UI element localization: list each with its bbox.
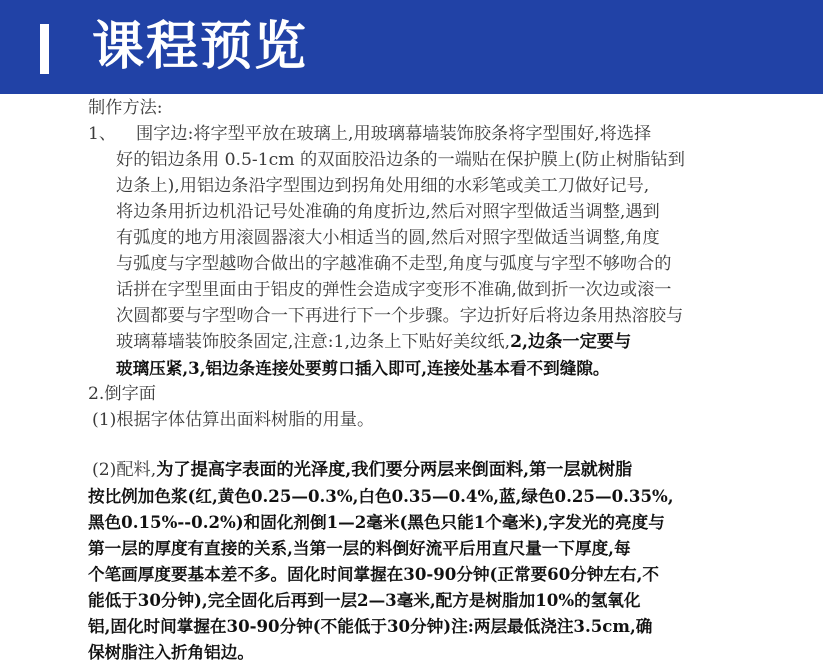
paragraph-line: 次圆都要与字型吻合一下再进行下一个步骤。字边折好后将边条用热溶胶与 xyxy=(116,306,684,326)
bold-text: 为了提高字表面的光泽度,我们要分两层来倒面料,第一层就树脂 xyxy=(156,460,633,480)
paragraph-line: 有弧度的地方用滚圆器滚大小相适当的圆,然后对照字型做适当调整,角度 xyxy=(116,228,660,248)
document-body xyxy=(0,94,823,669)
paragraph-line-bold: 个笔画厚度要基本差不多。固化时间掌握在30-90分钟(正常要60分钟左右,不 xyxy=(88,564,660,584)
sub-item: (1)根据字体估算出面料树脂的用量。 xyxy=(92,410,375,430)
paragraph-line: 将边条用折边机沿记号处准确的角度折边,然后对照字型做适当调整,遇到 xyxy=(116,202,660,222)
section-heading: 制作方法: xyxy=(88,98,163,118)
header-accent-bar xyxy=(40,24,49,74)
paragraph-line-bold: 保树脂注入折角铝边。 xyxy=(88,642,254,662)
item-number: 1、 xyxy=(88,124,117,144)
paragraph-line xyxy=(92,458,632,482)
paragraph-line-bold: 能低于30分钟),完全固化后再到一层2—3毫米,配方是树脂加10%的氢氧化 xyxy=(88,590,641,610)
paragraph-line: 话拼在字型里面由于铝皮的弹性会造成字变形不准确,做到折一次边或滚一 xyxy=(116,280,672,300)
plain-text: (2)配料, xyxy=(92,460,157,480)
page-title: 课程预览 xyxy=(92,17,309,77)
paragraph-line xyxy=(116,330,631,354)
paragraph-line-bold: 铝,固化时间掌握在30-90分钟(不能低于30分钟)注:两层最低浇注3.5cm,确 xyxy=(88,616,653,636)
paragraph-line: 好的铝边条用 0.5-1cm 的双面胶沿边条的一端贴在保护膜上(防止树脂钻到 xyxy=(116,150,685,170)
paragraph-line-bold: 按比例加色浆(红,黄色0.25—0.3%,白色0.35—0.4%,蓝,绿色0.25—0.35%, xyxy=(88,486,674,506)
paragraph-line-bold: 玻璃压紧,3,铝边条连接处要剪口插入即可,连接处基本看不到缝隙。 xyxy=(116,358,610,378)
plain-text: 玻璃幕墙装饰胶条固定,注意:1,边条上下贴好美纹纸, xyxy=(116,332,511,352)
bold-text: 2,边条一定要与 xyxy=(510,332,632,352)
paragraph-line: 边条上),用铝边条沿字型围边到拐角处用细的水彩笔或美工刀做好记号, xyxy=(116,176,650,196)
header-banner xyxy=(0,0,823,94)
paragraph-line: 围字边:将字型平放在玻璃上,用玻璃幕墙装饰胶条将字型围好,将选择 xyxy=(136,124,652,144)
paragraph-line-bold: 第一层的厚度有直接的关系,当第一层的料倒好流平后用直尺量一下厚度,每 xyxy=(88,538,631,558)
paragraph-line-bold: 黑色0.15%--0.2%)和固化剂倒1—2毫米(黑色只能1个毫米),字发光的亮度与 xyxy=(88,512,665,532)
paragraph-line: 与弧度与字型越吻合做出的字越准确不走型,角度与弧度与字型不够吻合的 xyxy=(116,254,672,274)
section-item: 2.倒字面 xyxy=(88,384,156,404)
